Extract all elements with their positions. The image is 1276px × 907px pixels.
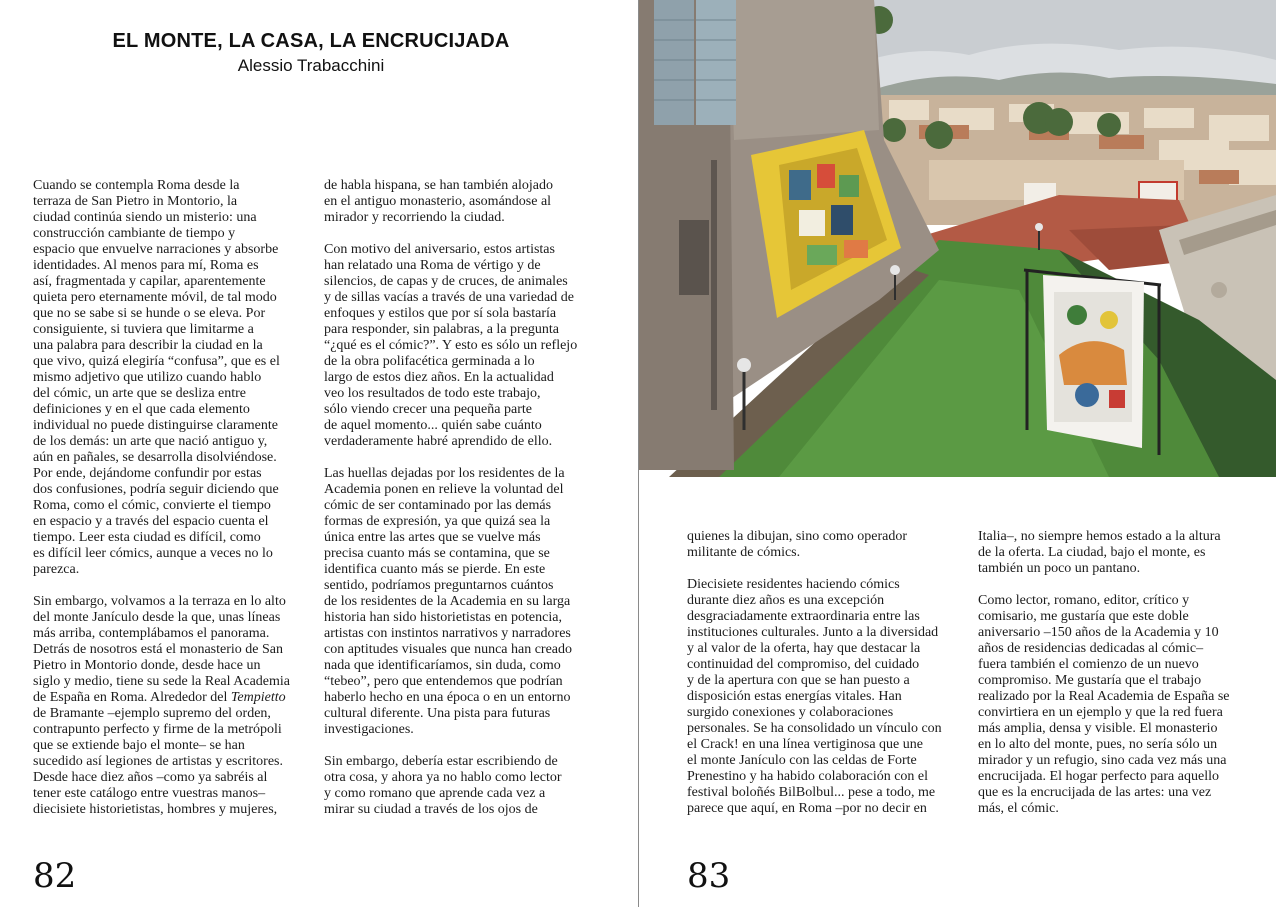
- text-column-4: [978, 529, 1253, 833]
- paragraph-text: de Bramante –ejemplo supremo del orden, contrapunto perfecto y firme de la metrópoli que se extiende bajo el monte– se han sucedido así legiones de artistas y escritores. Desde hace diez años –como ya sabréis al tener este catálogo entre vuestras manos– diecisiete historietistas, hombres y mujeres,: [33, 706, 283, 817]
- italic-term: Tempietto: [230, 690, 286, 705]
- article-author: Alessio Trabacchini: [237, 56, 385, 75]
- paragraph: [33, 594, 305, 818]
- paragraph: Cuando se contempla Roma desde la terraza de San Pietro in Montorio, la ciudad continúa siendo un misterio: una construcción cambiante de tiempo y espacio que envuelve narraciones y absorbe identidades. Al menos para mí, Roma es así, fragmentada y capilar, aparentemente quieta pero eternamente móvil, de tal modo que no se sabe si se hunde o se eleva. Por consiguiente, si tuviera que limitarme a una palabra para describir la ciudad en la que vivo, quizá elegiría “confusa”, que es el mismo adjetivo que utilizo cuando hablo del cómic, un arte que se desliza entre definiciones y en el que cada elemento individual no puede distinguirse claramente de los demás: un arte que nació antiguo y, aún en pañales, se desarrolla disolviéndose. Por ende, dejándome confundir por estas dos confusiones, podría seguir diciendo que Roma, como el cómic, convierte el tiempo en espacio y a través del espacio cuenta el tiempo. Leer esta ciudad es difícil, como es difícil leer cómics, aunque a veces no lo parezca.: [33, 178, 280, 577]
- paragraph: Como lector, romano, editor, crítico y comisario, me gustaría que este doble aniversario –150 años de la Academia y 10 años de residencias dedicadas al cómic– fuera también el comienzo de un nuevo compromiso. Me gustaría que el trabajo realizado por la Real Academia de España se convirtiera en un ejemplo y que la red fuera más amplia, densa y visible. El monasterio en lo alto del monte, pues, no sería sólo un mirador y un refugio, sino cada vez más una encrucijada. El hogar perfecto para aquello que es la encrucijada de las artes: una vez más, el cómic.: [978, 593, 1230, 816]
- paragraph: Las huellas dejadas por los residentes de la Academia ponen en relieve la voluntad del cómic de ser contaminado por las demás formas de expresión, ya que quizá sea la única entre las artes que se vuelve más precisa cuanto más se contamina, que se identifica cuanto más se pierde. En este sentido, podríamos preguntarnos cuántos de los residentes de la Academia en su larga historia han sido historietistas en potencia, artistas con instintos narrativos y narradores con aptitudes visuales que nunca han creado nada que identificaríamos, sin duda, como “tebeo”, pero que entendemos que podrían haberlo hecho en una época o en un entorno cultural diferente. Una pista para futuras investigaciones.: [324, 466, 573, 737]
- page-number-right: 83: [687, 856, 731, 896]
- terrace-photo: [639, 0, 1276, 477]
- paragraph: Sin embargo, debería estar escribiendo de otra cosa, y ahora ya no hablo como lector y como romano que aprende cada vez a mirar su ciudad a través de los ojos de: [324, 754, 562, 817]
- paragraph: Con motivo del aniversario, estos artistas han relatado una Roma de vértigo y de silencios, de capas y de cruces, de animales y de sillas vacías a través de una variedad de enfoques y estilos que por sí sola bastaría para responder, sin palabras, a la pregunta “¿qué es el cómic?”. Y esto es sólo un reflejo de la obra polifacética germinada a lo largo de estos diez años. En la actualidad veo los resultados de todo este trabajo, sólo viendo crecer una pequeña parte de aquel momento... quién sabe cuánto verdaderamente habré aprendido de ello.: [324, 242, 578, 449]
- text-column-3: [687, 529, 957, 833]
- paragraph: Diecisiete residentes haciendo cómics durante diez años es una excepción desgraciadamente extraordinaria entre las instituciones culturales. Junto a la diversidad y al valor de la oferta, hay que destacar la continuidad del compromiso, del cuidado y de la apertura con que se han puesto a disposición estas energías vitales. Han surgido conexiones y colaboraciones personales. Se ha consolidado un vínculo con el Crack! en una línea vertiginosa que une el monte Janículo con las celdas de Forte Prenestino y ha habido colaboración con el festival boloñés BilBolbul... pese a todo, me parece que aquí, en Roma –por no decir en: [687, 577, 942, 816]
- article-title: EL MONTE, LA CASA, LA ENCRUCIJADA: [112, 30, 510, 52]
- paragraph: de habla hispana, se han también alojado en el antiguo monasterio, asomándose al mirador y recorriendo la ciudad.: [324, 178, 553, 225]
- terrace-photo-illustration: [639, 0, 1276, 477]
- text-column-1: [33, 178, 305, 834]
- paragraph: Italia–, no siempre hemos estado a la altura de la oferta. La ciudad, bajo el monte, es también un poco un pantano.: [978, 529, 1221, 576]
- right-page: [639, 0, 1276, 907]
- text-column-2: [324, 178, 596, 834]
- page-number-left: 82: [33, 856, 77, 896]
- paragraph: quienes la dibujan, sino como operador militante de cómics.: [687, 529, 908, 560]
- paragraph-text: Sin embargo, volvamos a la terraza en lo alto del monte Janículo desde la que, unas líneas más arriba, contemplábamos el panorama. Detrás de nosotros está el monasterio de San Pietro in Montorio donde, desde hace un siglo y medio, tiene su sede la Real Academia de España en Roma. Alrededor del: [33, 594, 290, 705]
